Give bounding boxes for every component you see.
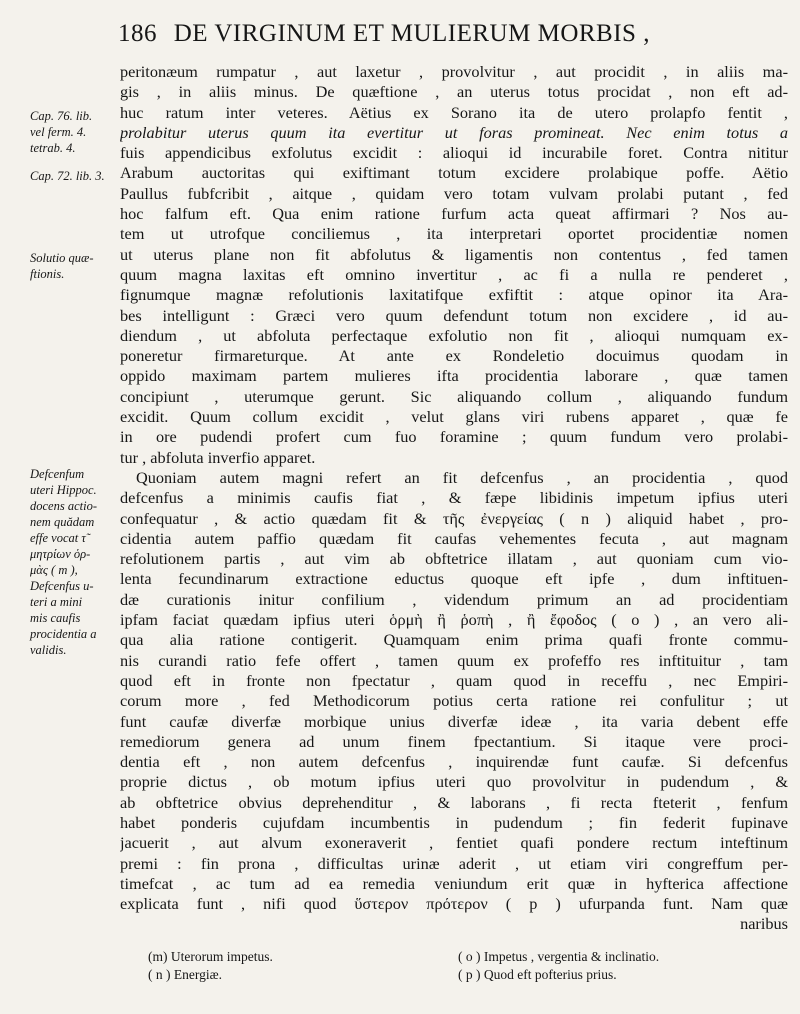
margin-note-line: Cap. 76. lib. xyxy=(30,109,93,123)
text-line: prolabitur uterus quum ita evertitur ut foras promineat. Nec enim totus a xyxy=(120,122,788,142)
text-line: lenta fecundinarum extractione eductus quoque eft ipfe , dum inftituen- xyxy=(120,569,788,589)
text-line: peritonæum rumpatur , aut laxetur , provolvitur , aut procidit , in aliis ma- xyxy=(120,62,788,81)
margin-note-line: docens actio- xyxy=(30,499,97,513)
text-line: explicata funt , nifi quod ὕστερον πρότερον ( p ) ufurpanda funt. Nam quæ xyxy=(120,894,788,914)
text-line: habet ponderis cujufdam incumbentis in pudendum ; fin federit fupinave xyxy=(120,812,788,832)
text-line: tem ut utrofque conciliemus , ita interpretari oportet procidentiæ nomen xyxy=(120,224,788,244)
text-line: defcenfus a minimis caufis fiat , & fæpe libidinis impetum ipfius uteri xyxy=(120,488,788,508)
text-line: bes intelligunt : Græci vero quum defendunt totum non excidere , id au- xyxy=(120,305,788,325)
margin-note-4 xyxy=(30,466,122,658)
margin-note-line: μητρίων ὁρ- xyxy=(30,547,91,561)
text-line: jacuerit , aut alvum exoneraverit , fentiet quafi pondere rectum inteftinum xyxy=(120,833,788,853)
text-line: corum more , fed Methodicorum potius certa ratione rei confulitur ; ut xyxy=(120,691,788,711)
text-line: hoc falfum eft. Qua enim ratione furfum acta queat affirmari ? Nos au- xyxy=(120,204,788,224)
text-line: ipfam faciat quædam ipfius uteri ὁρμὴ ἢ ῥοπὴ , ἢ ἔφοδος ( o ) , an vero ali- xyxy=(120,610,788,630)
text-line: Arabum auctoritas qui exiftimant totum excidere prolabique poffe. Aëtio xyxy=(120,163,788,183)
margin-note-line: Defcenfus u- xyxy=(30,579,94,593)
margin-note-line: tetrab. 4. xyxy=(30,141,76,155)
text-line: ab obftetrice obvius deprehenditur , & laborans , fi recta fteterit , fenfum xyxy=(120,792,788,812)
margin-note-line: μὰς ( m ), xyxy=(30,563,78,577)
margin-note-line: Solutio quæ- xyxy=(30,251,94,265)
text-line: quod eft in fronte non fpectatur , quam quod in receffu , nec Empiri- xyxy=(120,670,788,690)
text-line: ut uterus plane non fit abfolutus & ligamentis non contentus , fed tamen xyxy=(120,244,788,264)
margin-note-line: mis caufis xyxy=(30,611,81,625)
text-line: qua alia ratione contigerit. Quamquam enim prima quafi fronte commu- xyxy=(120,630,788,650)
text-line: in ore pudendi profert cum fuo foramine ; quum fundum vero prolabi- xyxy=(120,427,788,447)
margin-note-line: Defcenfum xyxy=(30,467,85,481)
footnotes-right-column xyxy=(458,948,659,984)
text-line: proprie dictus , ob motum ipfius uteri quo provolvitur in pudendum , & xyxy=(120,772,788,792)
text-line: timefcat , ac tum ad ea remedia veniundum erit quæ in hyfterica affectione xyxy=(120,873,788,893)
margin-note-line: teri a mini xyxy=(30,595,83,609)
catchword: naribus xyxy=(740,914,788,934)
text-line: Quoniam autem magni refert an fit defcenfus , an procidentia , quod xyxy=(136,467,788,487)
margin-note-line: nem quădam xyxy=(30,515,95,529)
footnotes-left-column xyxy=(148,948,273,984)
margin-note-line: ftionis. xyxy=(30,267,65,281)
text-line: tur , abfoluta inverfio apparet. xyxy=(120,447,316,467)
text-line: premi : fin prona , difficultas urinæ aderit , ut etiam viri congreffum per- xyxy=(120,853,788,873)
text-line: fignumque magnæ refolutionis laxitatifque exfiftit : atque opinor ita Ara- xyxy=(120,285,788,305)
text-line: cidentia autem paffio quædam fit caufas vehementes fecuta , aut magnam xyxy=(120,528,788,548)
page-header xyxy=(118,20,788,48)
page-number: 186 xyxy=(118,20,157,47)
margin-note-3 xyxy=(30,250,122,282)
text-line: concipiunt , uterumque gerunt. Sic aliquando collum , aliquando fundum xyxy=(120,386,788,406)
footnote: ( o ) Impetus , vergentia & inclinatio. xyxy=(458,949,660,964)
margin-note-line: procidentia a xyxy=(30,627,97,641)
text-line: huc ratum inter veteres. Aëtius ex Sorano ita de utero prolapfo fentit , xyxy=(120,102,788,122)
running-title: DE VIRGINUM ET MULIERUM MORBIS , xyxy=(173,20,650,47)
margin-note-1 xyxy=(30,108,122,156)
text-line: nis curandi ratio fefe offert , tamen quum ex profeffo res inftituitur , tam xyxy=(120,650,788,670)
footnote: ( n ) Energiæ. xyxy=(148,967,222,982)
margin-note-line: uteri Hippoc. xyxy=(30,483,97,497)
margin-note-line: Cap. 72. lib. 3. xyxy=(30,169,105,183)
text-line: Paullus fubfcribit , aitque , quidam vero totam vulvam prolabi putant , fed xyxy=(120,183,788,203)
text-line: gis , in aliis minus. De quæftione , an uterus totus procidat , non eft ad- xyxy=(120,82,788,102)
margin-note-line: effe vocat τ̃ xyxy=(30,531,86,545)
text-line: oppido maximam partem mulieres ifta procidentia laborare , quæ tamen xyxy=(120,366,788,386)
text-line: funt caufæ diverfæ morbique unius diverfæ ideæ , ita varia debent effe xyxy=(120,711,788,731)
text-line: dæ curationis initur confilium , videndum primum an ad procidentiam xyxy=(120,589,788,609)
text-line: poneretur firmareturque. At ante ex Rondeletio docuimus quodam in xyxy=(120,346,788,366)
text-line: confequatur , & actio quædam fit & τῆς ἐνεργείας ( n ) aliquid habet , pro- xyxy=(120,508,788,528)
footnote: ( p ) Quod eft pofterius prius. xyxy=(458,967,617,982)
text-line: diendum , ut abfoluta perfectaque exfolutio non fit , alioqui numquam ex- xyxy=(120,325,788,345)
margin-note-line: vel ferm. 4. xyxy=(30,125,87,139)
body-text xyxy=(120,62,788,935)
margin-note-2 xyxy=(30,168,122,184)
text-line: refolutionem partis , aut vim ab obftetrice illatam , aut quoniam cum vio- xyxy=(120,549,788,569)
text-line: excidit. Quum collum excidit , velut glans viri rubens apparet , quæ fe xyxy=(120,407,788,427)
text-line: quum magna laxitas eft omnino invertitur , ac fi a nulla re penderet , xyxy=(120,264,788,284)
text-line: fuis appendicibus exfolutus excidit : alioqui id incurabile foret. Contra nititur xyxy=(120,143,788,163)
margin-note-line: validis. xyxy=(30,643,67,657)
text-line: remediorum genera ad unum finem fpectantium. Si itaque vere proci- xyxy=(120,731,788,751)
text-line: dentia eft , non autem defcenfus , inquirendæ funt caufæ. Si defcenfus xyxy=(120,752,788,772)
footnote: (m) Uterorum impetus. xyxy=(148,949,273,964)
